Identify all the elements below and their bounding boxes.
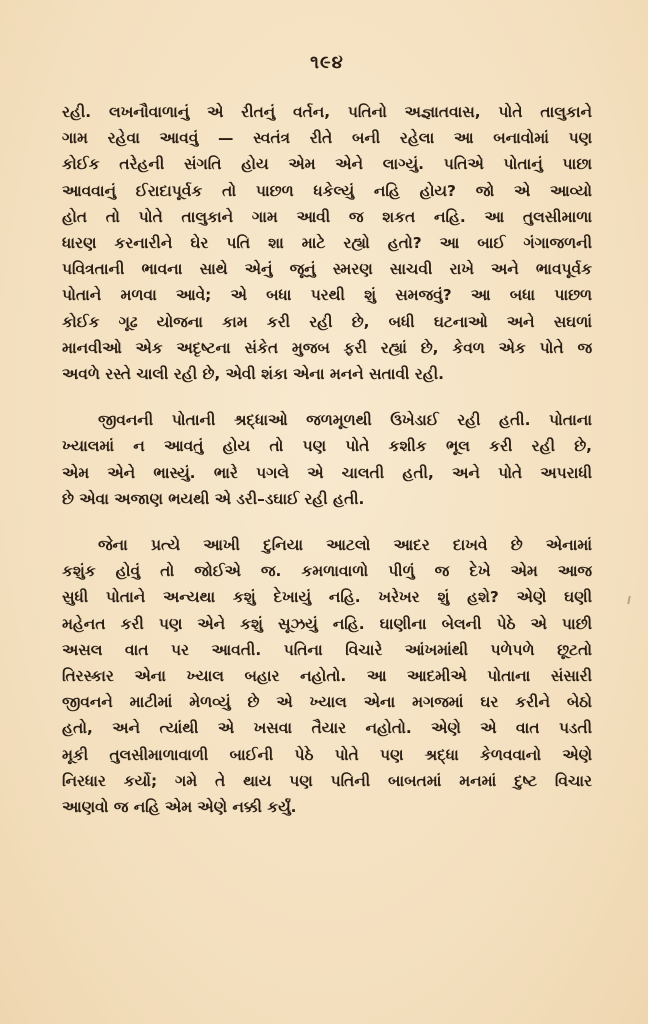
text-line: મૂકી તુલસીમાળાવાળી બાઈની પેઠે પોતે પણ શ્રદ્ધા કેળવવાનો એણે <box>62 745 592 764</box>
text-line: નિરધાર કર્યો; ગમે તે થાય પણ પતિની બાબતમાં મનમાં દુષ્ટ વિચાર <box>62 771 592 790</box>
text-line: માનવીઓ એક અદૃષ્ટના સંકેત મુજબ ફરી રહ્યાં છે, કેવળ એક પોતે જ <box>62 338 592 357</box>
paragraph-1 <box>62 99 592 387</box>
text-line: જીવનની પોતાની શ્રદ્ધાઓ જળમૂળથી ઉખેડાઈ રહી હતી. પોતાના <box>98 411 592 430</box>
text-line: ધારણ કરનારીને ઘેર પતિ શા માટે રહ્યો હતો? આ બાઈ ગંગાજળની <box>62 234 592 253</box>
text-line: આવવાનું ઈરાદાપૂર્વક તો પાછળ ધકેલ્યું નહિ હોય? જો એ આવ્યો <box>62 181 592 200</box>
text-line: હોત તો પોતે તાલુકાને ગામ આવી જ શકત નહિ. આ તુલસીમાળા <box>62 207 592 226</box>
paragraph-2 <box>62 407 592 512</box>
text-line: રહી. લખનૌવાળાનું એ રીતનું વર્તન, પતિનો અજ્ઞાતવાસ, પોતે તાલુકાને <box>62 103 592 121</box>
paragraph-3 <box>62 532 592 820</box>
text-line: એમ એને ભાસ્યું. ભારે પગલે એ ચાલતી હતી, અને પોતે અપરાધી <box>62 463 592 482</box>
text-line: પોતાને મળવા આવે; એ બધા પરથી શું સમજવું? આ બધા પાછળ <box>62 286 592 305</box>
text-line: ખ્યાલમાં ન આવતું હોય તો પણ પોતે કશીક ભૂલ કરી રહી છે, <box>62 437 592 456</box>
text-line: પવિત્રતાની ભાવના સાથે એનું જૂનું સ્મરણ સાચવી રાખે અને ભાવપૂર્વક <box>62 260 592 279</box>
text-line: જીવનને માટીમાં મેળવ્યું છે એ ખ્યાલ એના મગજમાં ઘર કરીને બેઠો <box>62 693 592 712</box>
text-line: કશુંક હોવું તો જોઈએ જ. કમળાવાળો પીળું જ દેખે એમ આજ <box>62 562 592 581</box>
margin-pencil-mark <box>627 596 631 604</box>
text-line: આણવો જ નહિ એમ એણે નક્કી કર્યું. <box>62 798 297 817</box>
text-line: કોઈક તરેહની સંગતિ હોય એમ એને લાગ્યું. પતિએ પોતાનું પાછા <box>62 155 592 174</box>
text-line: જેના પ્રત્યે આખી દુનિયા આટલો આદર દાખવે છે એનામાં <box>98 536 592 555</box>
text-line: ગામ રહેવા આવવું — સ્વતંત્ર રીતે બની રહેલા આ બનાવોમાં પણ <box>62 129 592 148</box>
text-line: તિરસ્કાર એના ખ્યાલ બહાર નહોતો. આ આદમીએ પોતાના સંસારી <box>62 667 592 686</box>
page-number: ૧૯૪ <box>310 52 344 73</box>
text-line: અવળે રસ્તે ચાલી રહી છે, એવી શંકા એના મનને સતાવી રહી. <box>62 365 444 384</box>
text-line: સુધી પોતાને અન્યથા કશું દેખાયું નહિ. ખરેખર શું હશે? એણે ઘણી <box>62 588 592 607</box>
text-line: મહેનત કરી પણ એને કશું સૂઝયું નહિ. ઘાણીના બેલની પેઠે એ પાછી <box>62 614 592 633</box>
text-line: હતો, અને ત્યાંથી એ ખસવા તૈયાર નહોતો. એણે એ વાત પડતી <box>62 719 592 738</box>
text-line: છે એવા અજાણ ભયથી એ ડરી–ડઘાઈ રહી હતી. <box>62 489 365 508</box>
text-line: અસલ વાત પર આવતી. પતિના વિચારે આંખમાંથી પળેપળે છૂટતો <box>62 640 592 659</box>
text-line: કોઈક ગૂઢ યોજના કામ કરી રહી છે, બધી ઘટનાઓ અને સઘળાં <box>62 312 592 331</box>
